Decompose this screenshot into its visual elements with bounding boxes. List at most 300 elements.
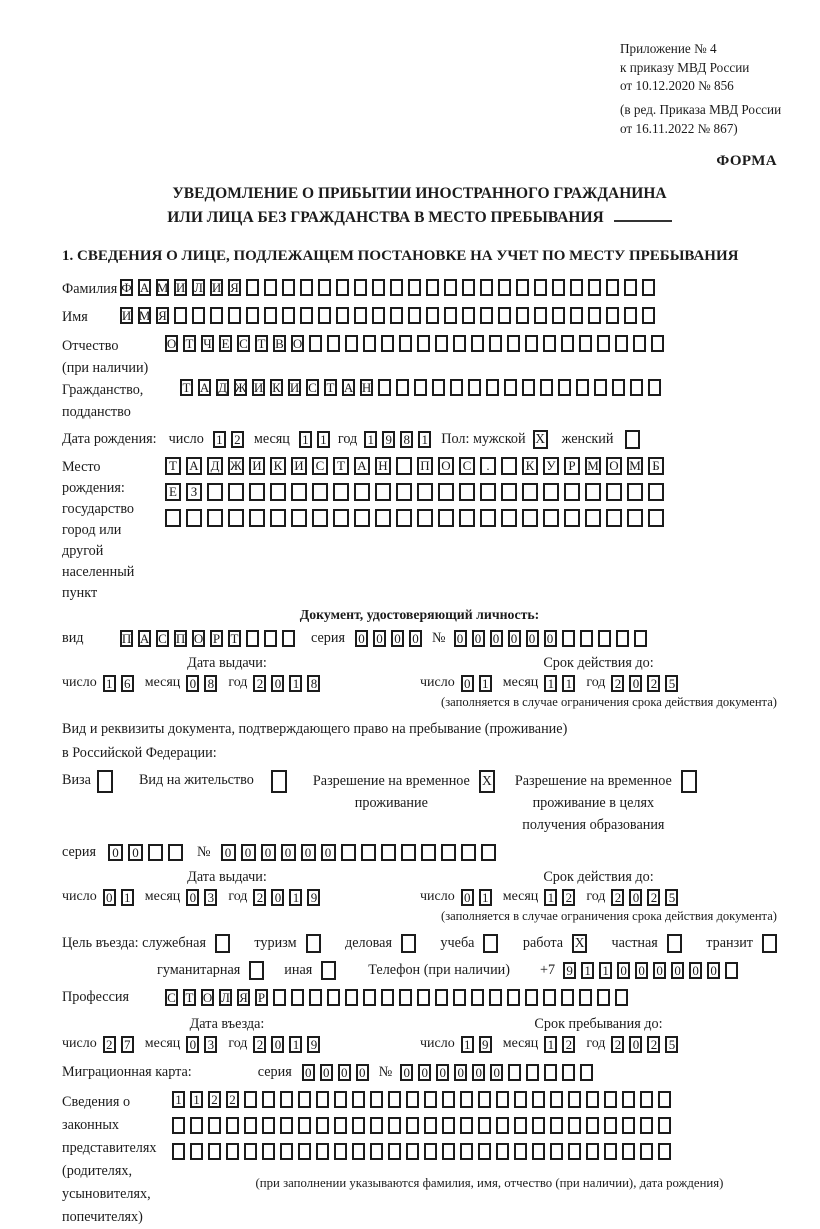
char-cell[interactable] — [334, 1143, 347, 1160]
char-cell[interactable] — [624, 307, 637, 324]
char-cell[interactable]: 0 — [320, 1064, 333, 1081]
char-cell[interactable]: 1 — [479, 889, 492, 906]
char-cell[interactable] — [352, 1091, 365, 1108]
char-cell[interactable] — [426, 279, 439, 296]
char-cell[interactable]: 0 — [373, 630, 386, 647]
char-cell[interactable]: 1 — [479, 675, 492, 692]
char-cell[interactable]: 0 — [221, 844, 236, 861]
char-cell[interactable]: 0 — [508, 630, 521, 647]
char-cell[interactable]: И — [175, 279, 186, 295]
char-cell[interactable]: Ч — [201, 335, 214, 352]
char-cell[interactable] — [489, 989, 502, 1006]
char-cell[interactable] — [168, 844, 183, 861]
char-cell[interactable] — [390, 279, 403, 296]
char-cell[interactable] — [361, 844, 376, 861]
char-cell[interactable] — [598, 630, 611, 647]
char-cell[interactable]: 2 — [562, 1036, 575, 1053]
char-cell[interactable] — [651, 335, 664, 352]
char-cell[interactable] — [208, 1117, 221, 1134]
char-cell[interactable]: 0 — [490, 1064, 503, 1081]
char-cell[interactable] — [658, 1143, 671, 1160]
char-cell[interactable]: 1 — [317, 431, 330, 448]
char-cell[interactable] — [318, 279, 331, 296]
char-cell[interactable]: С — [237, 335, 250, 352]
char-cell[interactable]: Т — [255, 335, 268, 352]
char-cell[interactable] — [401, 844, 416, 861]
char-cell[interactable]: Т — [333, 457, 349, 475]
char-cell[interactable]: 0 — [355, 630, 368, 647]
char-cell[interactable] — [327, 335, 340, 352]
char-cell[interactable] — [273, 989, 286, 1006]
char-cell[interactable] — [568, 1091, 581, 1108]
char-cell[interactable]: 2 — [611, 889, 624, 906]
char-cell[interactable] — [432, 379, 445, 396]
char-cell[interactable]: 0 — [409, 630, 422, 647]
char-cell[interactable] — [300, 307, 313, 324]
char-cell[interactable]: И — [289, 379, 300, 395]
char-cell[interactable]: Я — [228, 279, 241, 296]
char-cell[interactable] — [501, 483, 517, 501]
char-cell[interactable] — [461, 844, 476, 861]
char-cell[interactable] — [550, 1091, 563, 1108]
char-cell[interactable] — [471, 989, 484, 1006]
char-cell[interactable] — [334, 1117, 347, 1134]
char-cell[interactable] — [298, 1117, 311, 1134]
char-cell[interactable] — [612, 379, 625, 396]
char-cell[interactable] — [388, 1117, 401, 1134]
char-cell[interactable] — [399, 335, 412, 352]
char-cell[interactable]: 1 — [461, 1036, 474, 1053]
char-cell[interactable] — [543, 509, 559, 527]
char-cell[interactable] — [648, 509, 664, 527]
char-cell[interactable] — [345, 335, 358, 352]
char-cell[interactable] — [453, 335, 466, 352]
char-cell[interactable]: 1 — [562, 675, 575, 692]
char-cell[interactable]: 9 — [307, 889, 320, 906]
char-cell[interactable]: 5 — [665, 889, 678, 906]
char-cell[interactable]: Т — [180, 379, 193, 396]
char-cell[interactable]: 2 — [562, 889, 575, 906]
char-cell[interactable]: 0 — [103, 889, 116, 906]
char-cell[interactable] — [480, 279, 493, 296]
char-cell[interactable] — [514, 1143, 527, 1160]
char-cell[interactable] — [192, 307, 205, 324]
char-cell[interactable]: М — [138, 307, 151, 323]
char-cell[interactable] — [540, 379, 553, 396]
char-cell[interactable] — [174, 307, 187, 324]
char-cell[interactable]: 0 — [544, 630, 557, 647]
char-cell[interactable] — [630, 379, 643, 396]
char-cell[interactable]: П — [121, 630, 132, 646]
char-cell[interactable] — [627, 483, 643, 501]
char-cell[interactable] — [622, 1091, 635, 1108]
char-cell[interactable] — [381, 335, 394, 352]
char-cell[interactable] — [604, 1091, 617, 1108]
purpose-private-checkbox[interactable] — [667, 934, 682, 953]
char-cell[interactable] — [417, 335, 430, 352]
temp-residence-edu-checkbox[interactable] — [681, 770, 697, 793]
char-cell[interactable] — [561, 989, 574, 1006]
char-cell[interactable]: Н — [375, 457, 391, 475]
char-cell[interactable] — [564, 483, 580, 501]
char-cell[interactable] — [550, 1143, 563, 1160]
char-cell[interactable] — [207, 483, 223, 501]
char-cell[interactable] — [606, 307, 619, 324]
char-cell[interactable]: 2 — [226, 1091, 239, 1108]
char-cell[interactable] — [522, 483, 538, 501]
char-cell[interactable] — [406, 1091, 419, 1108]
char-cell[interactable]: Т — [183, 335, 196, 352]
gender-male-checkbox[interactable]: X — [533, 430, 548, 449]
char-cell[interactable]: О — [292, 335, 303, 351]
char-cell[interactable] — [372, 279, 385, 296]
char-cell[interactable]: 1 — [103, 675, 116, 692]
char-cell[interactable]: 1 — [599, 962, 612, 979]
char-cell[interactable] — [417, 509, 433, 527]
char-cell[interactable] — [615, 335, 628, 352]
char-cell[interactable] — [564, 509, 580, 527]
char-cell[interactable] — [525, 335, 538, 352]
char-cell[interactable] — [442, 1091, 455, 1108]
char-cell[interactable] — [498, 279, 511, 296]
char-cell[interactable]: Р — [210, 630, 223, 647]
char-cell[interactable]: 0 — [271, 1036, 284, 1053]
purpose-transit-checkbox[interactable] — [762, 934, 777, 953]
char-cell[interactable] — [606, 483, 622, 501]
char-cell[interactable]: Ф — [121, 279, 132, 295]
char-cell[interactable] — [576, 379, 589, 396]
char-cell[interactable]: 9 — [563, 962, 576, 979]
char-cell[interactable]: К — [522, 457, 538, 475]
char-cell[interactable]: Т — [165, 457, 181, 475]
char-cell[interactable]: 1 — [190, 1091, 203, 1108]
purpose-official-checkbox[interactable] — [215, 934, 230, 953]
char-cell[interactable] — [459, 483, 475, 501]
char-cell[interactable] — [375, 509, 391, 527]
char-cell[interactable] — [562, 1064, 575, 1081]
char-cell[interactable]: 0 — [400, 1064, 413, 1081]
char-cell[interactable]: 2 — [611, 1036, 624, 1053]
char-cell[interactable] — [468, 379, 481, 396]
char-cell[interactable] — [648, 379, 661, 396]
char-cell[interactable] — [363, 335, 376, 352]
char-cell[interactable]: 0 — [338, 1064, 351, 1081]
char-cell[interactable] — [532, 1117, 545, 1134]
purpose-business-checkbox[interactable] — [401, 934, 416, 953]
char-cell[interactable] — [354, 279, 367, 296]
char-cell[interactable] — [558, 379, 571, 396]
char-cell[interactable] — [471, 335, 484, 352]
char-cell[interactable] — [381, 989, 394, 1006]
char-cell[interactable]: Д — [207, 457, 223, 475]
char-cell[interactable] — [280, 1091, 293, 1108]
char-cell[interactable] — [309, 989, 322, 1006]
char-cell[interactable]: О — [202, 989, 213, 1005]
char-cell[interactable] — [624, 279, 637, 296]
char-cell[interactable] — [246, 307, 259, 324]
char-cell[interactable] — [648, 483, 664, 501]
char-cell[interactable] — [522, 379, 535, 396]
purpose-study-checkbox[interactable] — [483, 934, 498, 953]
char-cell[interactable] — [543, 989, 556, 1006]
char-cell[interactable]: 7 — [121, 1036, 134, 1053]
char-cell[interactable] — [442, 1117, 455, 1134]
char-cell[interactable]: А — [343, 379, 354, 395]
char-cell[interactable] — [588, 307, 601, 324]
char-cell[interactable] — [228, 509, 244, 527]
char-cell[interactable]: 0 — [629, 1036, 642, 1053]
char-cell[interactable]: 0 — [321, 844, 336, 861]
char-cell[interactable]: 0 — [526, 630, 539, 647]
char-cell[interactable] — [424, 1117, 437, 1134]
char-cell[interactable] — [336, 279, 349, 296]
char-cell[interactable] — [552, 307, 565, 324]
char-cell[interactable]: Е — [165, 483, 181, 501]
char-cell[interactable] — [453, 989, 466, 1006]
char-cell[interactable]: 2 — [611, 675, 624, 692]
char-cell[interactable] — [725, 962, 738, 979]
char-cell[interactable] — [580, 1064, 593, 1081]
purpose-other-checkbox[interactable] — [321, 961, 336, 980]
char-cell[interactable]: 0 — [418, 1064, 431, 1081]
char-cell[interactable] — [390, 307, 403, 324]
char-cell[interactable] — [478, 1091, 491, 1108]
char-cell[interactable] — [516, 307, 529, 324]
char-cell[interactable] — [246, 279, 259, 296]
char-cell[interactable]: С — [306, 379, 319, 396]
char-cell[interactable]: 0 — [490, 630, 503, 647]
char-cell[interactable] — [460, 1117, 473, 1134]
char-cell[interactable] — [228, 483, 244, 501]
char-cell[interactable]: 2 — [253, 1036, 266, 1053]
char-cell[interactable]: 9 — [382, 431, 395, 448]
char-cell[interactable]: 1 — [581, 962, 594, 979]
char-cell[interactable] — [480, 307, 493, 324]
char-cell[interactable]: 0 — [186, 675, 199, 692]
char-cell[interactable] — [354, 509, 370, 527]
char-cell[interactable] — [282, 279, 295, 296]
char-cell[interactable] — [414, 379, 427, 396]
char-cell[interactable] — [417, 989, 430, 1006]
char-cell[interactable]: 0 — [629, 675, 642, 692]
char-cell[interactable] — [336, 307, 349, 324]
char-cell[interactable] — [381, 844, 396, 861]
char-cell[interactable] — [165, 509, 181, 527]
char-cell[interactable] — [244, 1143, 257, 1160]
purpose-humanitarian-checkbox[interactable] — [249, 961, 264, 980]
char-cell[interactable] — [615, 989, 628, 1006]
purpose-tourism-checkbox[interactable] — [306, 934, 321, 953]
char-cell[interactable] — [264, 279, 277, 296]
char-cell[interactable]: 0 — [128, 844, 143, 861]
char-cell[interactable]: 0 — [356, 1064, 369, 1081]
char-cell[interactable]: 0 — [689, 962, 702, 979]
char-cell[interactable] — [544, 1064, 557, 1081]
char-cell[interactable] — [280, 1117, 293, 1134]
char-cell[interactable] — [334, 1091, 347, 1108]
char-cell[interactable]: И — [253, 379, 264, 395]
char-cell[interactable]: 8 — [204, 675, 217, 692]
char-cell[interactable]: 0 — [108, 844, 123, 861]
char-cell[interactable] — [378, 379, 391, 396]
char-cell[interactable] — [634, 630, 647, 647]
char-cell[interactable]: Л — [192, 279, 205, 296]
char-cell[interactable] — [312, 509, 328, 527]
char-cell[interactable] — [441, 844, 456, 861]
char-cell[interactable]: 1 — [364, 431, 377, 448]
char-cell[interactable]: 0 — [261, 844, 276, 861]
char-cell[interactable] — [561, 335, 574, 352]
char-cell[interactable] — [270, 509, 286, 527]
char-cell[interactable]: 2 — [231, 431, 244, 448]
char-cell[interactable]: Е — [219, 335, 232, 352]
char-cell[interactable] — [207, 509, 223, 527]
char-cell[interactable]: К — [270, 457, 286, 475]
char-cell[interactable]: Т — [183, 989, 196, 1006]
char-cell[interactable] — [186, 509, 202, 527]
char-cell[interactable] — [249, 483, 265, 501]
char-cell[interactable]: С — [156, 630, 169, 647]
char-cell[interactable] — [208, 1143, 221, 1160]
char-cell[interactable]: 0 — [461, 675, 474, 692]
char-cell[interactable] — [399, 989, 412, 1006]
char-cell[interactable]: Н — [361, 379, 372, 395]
char-cell[interactable] — [291, 989, 304, 1006]
char-cell[interactable]: 6 — [121, 675, 134, 692]
char-cell[interactable]: 0 — [271, 675, 284, 692]
char-cell[interactable] — [291, 483, 307, 501]
char-cell[interactable] — [388, 1143, 401, 1160]
char-cell[interactable] — [424, 1143, 437, 1160]
char-cell[interactable]: И — [291, 457, 307, 475]
char-cell[interactable] — [435, 335, 448, 352]
char-cell[interactable]: 0 — [472, 630, 485, 647]
char-cell[interactable] — [354, 483, 370, 501]
char-cell[interactable]: Т — [228, 630, 241, 647]
char-cell[interactable]: Я — [156, 307, 169, 324]
char-cell[interactable] — [507, 335, 520, 352]
char-cell[interactable]: 1 — [299, 431, 312, 448]
char-cell[interactable] — [580, 630, 593, 647]
char-cell[interactable] — [616, 630, 629, 647]
char-cell[interactable] — [579, 989, 592, 1006]
char-cell[interactable] — [594, 379, 607, 396]
char-cell[interactable] — [640, 1117, 653, 1134]
char-cell[interactable] — [262, 1143, 275, 1160]
char-cell[interactable]: 1 — [289, 675, 302, 692]
char-cell[interactable]: 1 — [544, 675, 557, 692]
char-cell[interactable] — [534, 307, 547, 324]
char-cell[interactable]: 2 — [253, 675, 266, 692]
char-cell[interactable] — [588, 279, 601, 296]
char-cell[interactable] — [543, 335, 556, 352]
char-cell[interactable]: 0 — [271, 889, 284, 906]
char-cell[interactable] — [640, 1091, 653, 1108]
char-cell[interactable]: 2 — [647, 675, 660, 692]
char-cell[interactable]: 0 — [472, 1064, 485, 1081]
char-cell[interactable] — [460, 1143, 473, 1160]
char-cell[interactable] — [640, 1143, 653, 1160]
char-cell[interactable]: 2 — [208, 1091, 221, 1108]
char-cell[interactable] — [270, 483, 286, 501]
char-cell[interactable] — [622, 1117, 635, 1134]
char-cell[interactable] — [354, 307, 367, 324]
char-cell[interactable] — [298, 1143, 311, 1160]
char-cell[interactable]: Ж — [228, 457, 244, 475]
char-cell[interactable]: А — [186, 457, 202, 475]
char-cell[interactable]: О — [438, 457, 454, 475]
char-cell[interactable] — [172, 1117, 185, 1134]
char-cell[interactable] — [262, 1117, 275, 1134]
char-cell[interactable]: 0 — [461, 889, 474, 906]
char-cell[interactable] — [496, 1143, 509, 1160]
char-cell[interactable] — [396, 483, 412, 501]
char-cell[interactable] — [327, 989, 340, 1006]
char-cell[interactable] — [570, 279, 583, 296]
char-cell[interactable] — [280, 1143, 293, 1160]
char-cell[interactable]: 2 — [253, 889, 266, 906]
char-cell[interactable] — [444, 307, 457, 324]
char-cell[interactable]: 3 — [204, 1036, 217, 1053]
char-cell[interactable] — [316, 1091, 329, 1108]
visa-checkbox[interactable] — [97, 770, 113, 793]
char-cell[interactable] — [388, 1091, 401, 1108]
char-cell[interactable] — [421, 844, 436, 861]
char-cell[interactable]: 0 — [241, 844, 256, 861]
char-cell[interactable] — [532, 1091, 545, 1108]
char-cell[interactable] — [532, 1143, 545, 1160]
char-cell[interactable] — [438, 483, 454, 501]
char-cell[interactable] — [406, 1143, 419, 1160]
char-cell[interactable] — [622, 1143, 635, 1160]
char-cell[interactable] — [562, 630, 575, 647]
temp-residence-checkbox[interactable]: X — [479, 770, 495, 793]
char-cell[interactable] — [190, 1117, 203, 1134]
char-cell[interactable] — [300, 279, 313, 296]
char-cell[interactable]: . — [480, 457, 496, 475]
char-cell[interactable] — [585, 509, 601, 527]
char-cell[interactable] — [370, 1117, 383, 1134]
char-cell[interactable]: 0 — [302, 1064, 315, 1081]
char-cell[interactable]: А — [139, 279, 150, 295]
char-cell[interactable]: 0 — [454, 630, 467, 647]
char-cell[interactable] — [460, 1091, 473, 1108]
char-cell[interactable] — [312, 483, 328, 501]
char-cell[interactable] — [550, 1117, 563, 1134]
char-cell[interactable] — [406, 1117, 419, 1134]
char-cell[interactable] — [363, 989, 376, 1006]
char-cell[interactable]: З — [186, 483, 202, 501]
char-cell[interactable]: 9 — [307, 1036, 320, 1053]
char-cell[interactable]: 5 — [665, 1036, 678, 1053]
char-cell[interactable] — [375, 483, 391, 501]
char-cell[interactable]: И — [249, 457, 265, 475]
char-cell[interactable]: 1 — [418, 431, 431, 448]
char-cell[interactable] — [309, 335, 322, 352]
char-cell[interactable] — [228, 307, 241, 324]
char-cell[interactable] — [370, 1143, 383, 1160]
char-cell[interactable] — [501, 457, 517, 475]
char-cell[interactable]: 2 — [103, 1036, 116, 1053]
char-cell[interactable] — [525, 989, 538, 1006]
char-cell[interactable]: О — [193, 630, 204, 646]
purpose-work-checkbox[interactable]: X — [572, 934, 587, 953]
char-cell[interactable]: 3 — [204, 889, 217, 906]
char-cell[interactable] — [462, 279, 475, 296]
char-cell[interactable]: 1 — [213, 431, 226, 448]
char-cell[interactable] — [450, 379, 463, 396]
char-cell[interactable] — [522, 509, 538, 527]
